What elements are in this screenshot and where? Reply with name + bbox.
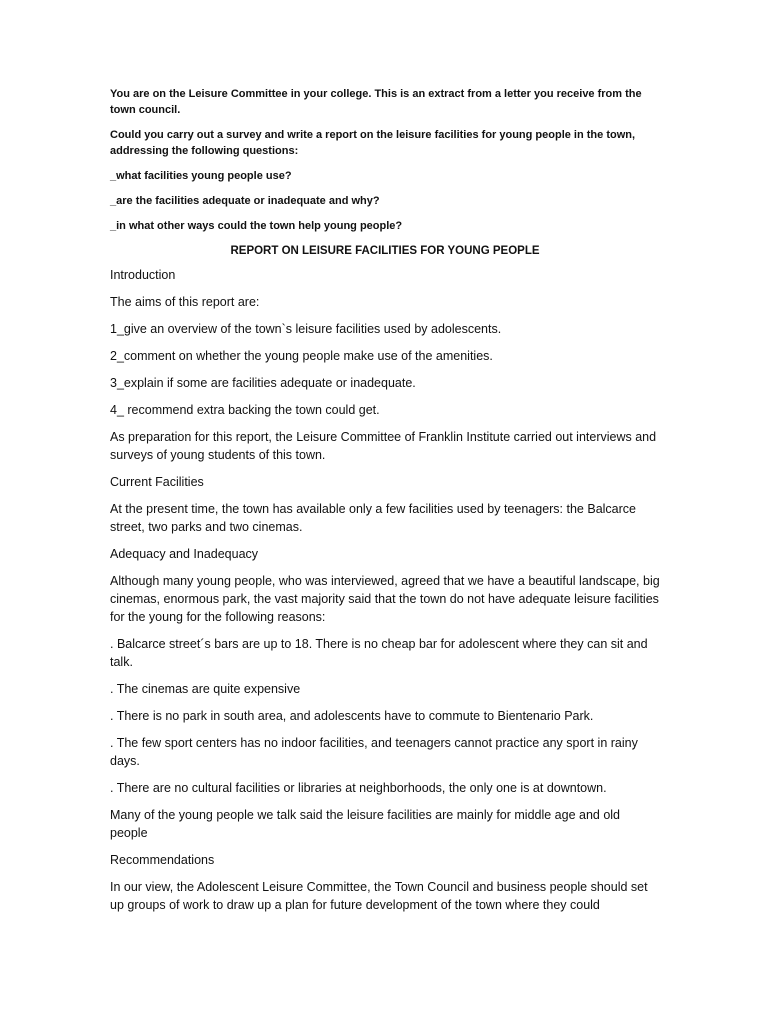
report-body xyxy=(110,266,660,914)
current-facilities-heading: Current Facilities xyxy=(110,475,204,489)
reason-item-4: . The few sport centers has no indoor facilities, and teenagers cannot practice any sport in rainy days. xyxy=(110,736,638,768)
current-facilities-paragraph: At the present time, the town has available only a few facilities used by teenagers: the Balcarce street, two parks and two cinemas. xyxy=(110,502,636,534)
task-question-2: _are the facilities adequate or inadequate and why? xyxy=(110,195,380,207)
recommendations-paragraph: In our view, the Adolescent Leisure Committee, the Town Council and business people should set up groups of work to draw up a plan for future development of the town where they could xyxy=(110,880,648,912)
aim-item-2: 2_comment on whether the young people make use of the amenities. xyxy=(110,349,493,363)
aim-item-3: 3_explain if some are facilities adequate or inadequate. xyxy=(110,376,416,390)
reason-item-3: . There is no park in south area, and adolescents have to commute to Bientenario Park. xyxy=(110,709,594,723)
reason-item-5: . There are no cultural facilities or libraries at neighborhoods, the only one is at downtown. xyxy=(110,781,607,795)
document-page xyxy=(110,86,660,923)
adequacy-heading: Adequacy and Inadequacy xyxy=(110,547,259,561)
preparation-paragraph: As preparation for this report, the Leisure Committee of Franklin Institute carried out interviews and surveys of young students of this town. xyxy=(110,430,657,462)
task-question-1: _what facilities young people use? xyxy=(110,170,292,182)
adequacy-paragraph: Although many young people, who was interviewed, agreed that we have a beautiful landscape, big cinemas, enormous park, the vast majority said that the town do not have adequate leisure facilities for the young for the following reasons: xyxy=(110,574,660,624)
task-prompt xyxy=(110,86,660,234)
task-question-3: _in what other ways could the town help young people? xyxy=(110,220,403,232)
aims-lead: The aims of this report are: xyxy=(110,295,260,309)
introduction-heading: Introduction xyxy=(110,268,176,282)
recommendations-heading: Recommendations xyxy=(110,853,215,867)
reason-item-1: . Balcarce street´s bars are up to 18. There is no cheap bar for adolescent where they can sit and talk. xyxy=(110,637,648,669)
report-title: REPORT ON LEISURE FACILITIES FOR YOUNG PEOPLE xyxy=(230,245,540,257)
aim-item-4: 4_ recommend extra backing the town could get. xyxy=(110,403,380,417)
reason-item-2: . The cinemas are quite expensive xyxy=(110,682,301,696)
adequacy-conclusion: Many of the young people we talk said the leisure facilities are mainly for middle age and old people xyxy=(110,808,621,840)
aim-item-1: 1_give an overview of the town`s leisure facilities used by adolescents. xyxy=(110,322,502,336)
task-intro: You are on the Leisure Committee in your college. This is an extract from a letter you receive from the town council. xyxy=(110,88,642,116)
task-request: Could you carry out a survey and write a report on the leisure facilities for young people in the town, addressing the following questions: xyxy=(110,129,636,157)
